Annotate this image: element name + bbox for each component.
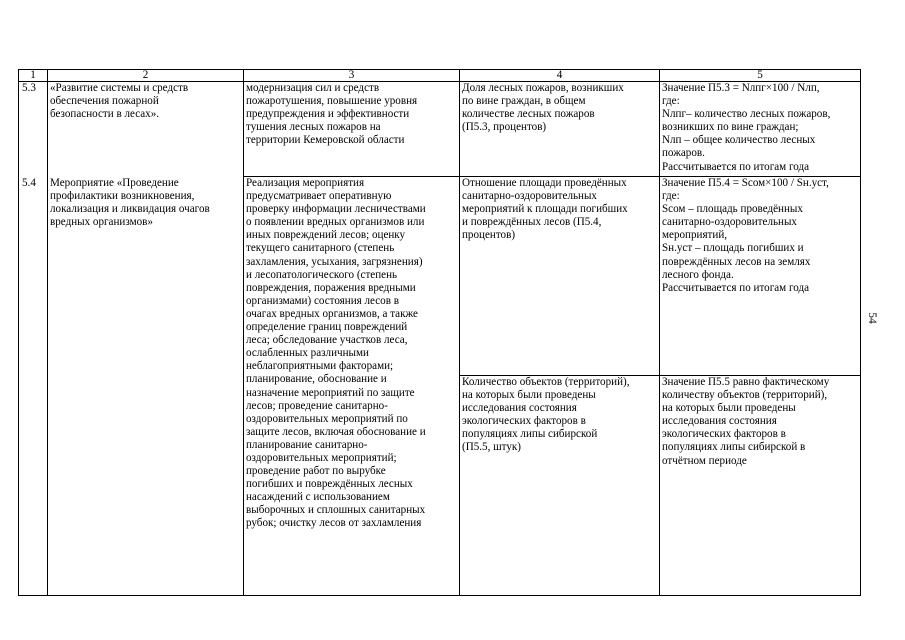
row-number: 5.3 — [19, 82, 48, 177]
formula-cell: Значение П5.5 равно фактическому количеству объектов (территорий), на которых были проведены исследования состояния экологических факторов в популяциях липы сибирской в отчётном периоде — [660, 376, 861, 596]
header-cell: 5 — [660, 70, 861, 82]
table-row — [19, 177, 861, 376]
document-table — [18, 69, 861, 596]
page-number: 54 — [866, 312, 878, 324]
activities-cell: модернизация сил и средств пожаротушения, повышение уровня предупреждения и эффективности тушения лесных пожаров на территории Кемеровской области — [244, 82, 460, 177]
header-row — [19, 70, 861, 82]
header-cell: 1 — [19, 70, 48, 82]
header-cell: 3 — [244, 70, 460, 82]
indicator-cell: Доля лесных пожаров, возникших по вине граждан, в общем количестве лесных пожаров (П5.3, процентов) — [460, 82, 660, 177]
header-cell: 2 — [48, 70, 244, 82]
program-name-cell: Мероприятие «Проведение профилактики возникновения, локализация и ликвидация очагов вредных организмов» — [48, 177, 244, 596]
formula-cell: Значение П5.3 = Nлпг×100 / Nлп, где: Nлпг– количество лесных пожаров, возникших по вине граждан; Nлп – общее количество лесных пожаров. Рассчитывается по итогам года — [660, 82, 861, 177]
formula-cell: Значение П5.4 = Sсом×100 / Sн.уст, где: Sсом – площадь проведённых санитарно-оздоровительных мероприятий, Sн.уст – площадь погибших и повреждённых лесов на землях лесного фонда. Рассчитывается по итогам года — [660, 177, 861, 376]
table-row — [19, 82, 861, 177]
indicator-cell: Отношение площади проведённых санитарно-оздоровительных мероприятий к площади погибших и повреждённых лесов (П5.4, процентов) — [460, 177, 660, 376]
indicator-cell: Количество объектов (территорий), на которых были проведены исследования состояния экологических факторов в популяциях липы сибирской (П5.5, штук) — [460, 376, 660, 596]
row-number: 5.4 — [19, 177, 48, 596]
activities-cell: Реализация мероприятия предусматривает оперативную проверку информации лесничествами о появлении вредных организмов или иных повреждений лесов; оценку текущего санитарного (степень захламления, усыхания, загрязнения) и лесопатологического (степень повреждения, поражения вредными организмами) состояния лесов в очагах вредных организмов, а также определение границ повреждений леса; обследование участков леса, ослабленных различными неблагоприятными факторами; планирование, обоснование и назначение мероприятий по защите лесов; проведение санитарно- оздоровительных мероприятий по защите лесов, включая обоснование и планирование санитарно- оздоровительных мероприятий; проведение работ по вырубке погибших и повреждённых лесных насаждений с использованием выборочных и сплошных санитарных рубок; очистку лесов от захламления — [244, 177, 460, 596]
program-name-cell: «Развитие системы и средств обеспечения пожарной безопасности в лесах». — [48, 82, 244, 177]
header-cell: 4 — [460, 70, 660, 82]
